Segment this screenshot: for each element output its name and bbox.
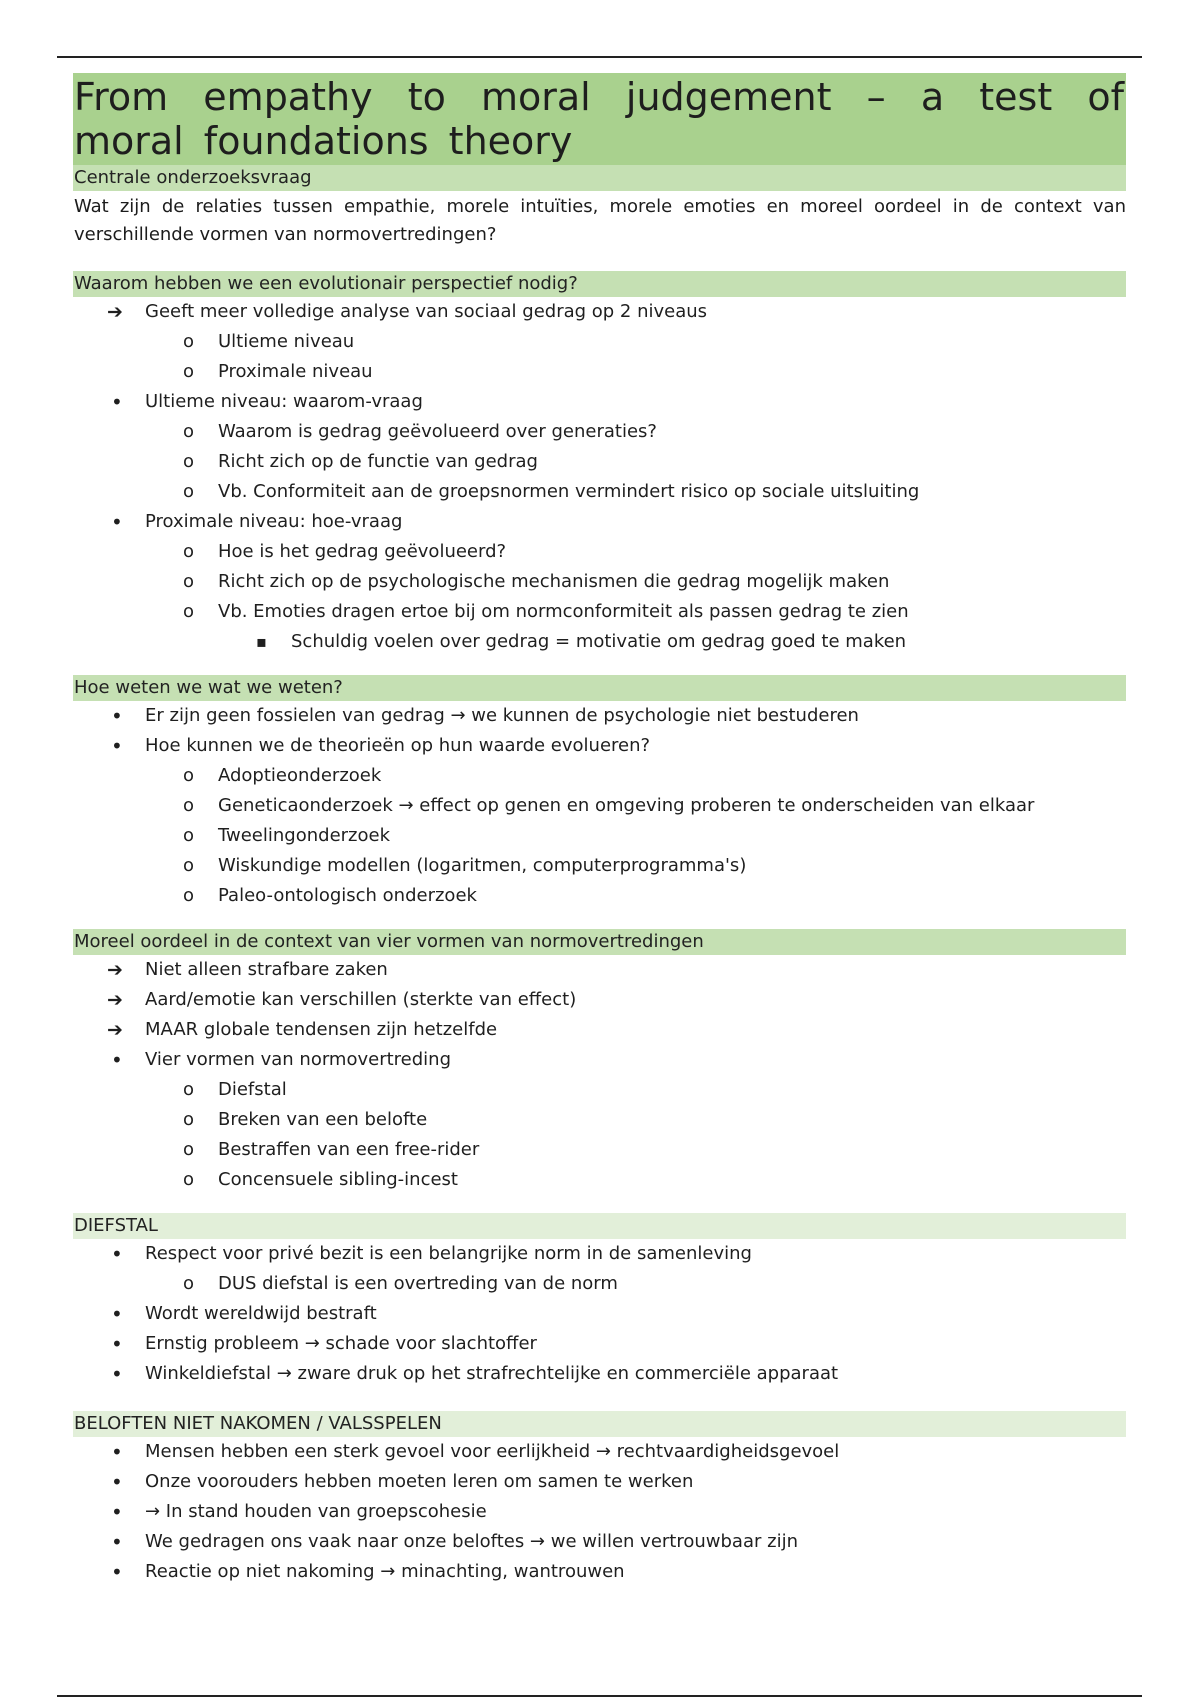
list-item: o Richt zich op de psychologische mechanismen die gedrag mogelijk maken: [73, 567, 1126, 597]
section-heading-centrale-onderzoeksvraag: Centrale onderzoeksvraag: [73, 165, 1126, 191]
dot-bullet-icon: [111, 1527, 123, 1559]
circle-bullet-icon: [183, 881, 194, 911]
circle-bullet-icon: [183, 477, 194, 507]
circle-bullet-icon: [183, 761, 194, 791]
list-item: o Proximale niveau: [73, 357, 1126, 387]
circle-bullet-icon: [183, 417, 194, 447]
circle-bullet-icon: [183, 1165, 194, 1195]
dot-bullet-icon: [111, 1557, 123, 1589]
evolutionary-perspective-list: [73, 297, 1126, 657]
document-title: From empathy to moral judgement – a test of moral foundations theory: [74, 75, 1124, 163]
circle-bullet-icon: [183, 1075, 194, 1105]
list-item: • Respect voor privé bezit is een belangrijke norm in de samenleving: [73, 1239, 1126, 1269]
document-page: [73, 73, 1126, 1587]
list-item: o Paleo-ontologisch onderzoek: [73, 881, 1126, 911]
dot-bullet-icon: [111, 1359, 123, 1391]
list-item: ➔ Aard/emotie kan verschillen (sterkte van effect): [73, 985, 1126, 1015]
list-item: • Vier vormen van normovertreding: [73, 1045, 1126, 1075]
top-rule: [57, 56, 1142, 58]
list-item: • We gedragen ons vaak naar onze beloftes → we willen vertrouwbaar zijn: [73, 1527, 1126, 1557]
research-methods-list: [73, 701, 1126, 911]
arrow-bullet-icon: [111, 1015, 127, 1046]
circle-bullet-icon: [183, 821, 194, 851]
circle-bullet-icon: [183, 1135, 194, 1165]
arrow-bullet-icon: [111, 955, 127, 986]
list-item: o Richt zich op de functie van gedrag: [73, 447, 1126, 477]
circle-bullet-icon: [183, 851, 194, 881]
circle-bullet-icon: [183, 1105, 194, 1135]
list-item: ➔ Niet alleen strafbare zaken: [73, 955, 1126, 985]
circle-bullet-icon: [183, 791, 194, 821]
list-item: ➔ Geeft meer volledige analyse van sociaal gedrag op 2 niveaus: [73, 297, 1126, 327]
section-heading-hoe-weten-we: Hoe weten we wat we weten?: [73, 675, 1126, 701]
dot-bullet-icon: [111, 1045, 123, 1077]
list-item: ➔ MAAR globale tendensen zijn hetzelfde: [73, 1015, 1126, 1045]
list-item: • Mensen hebben een sterk gevoel voor eerlijkheid → rechtvaardigheidsgevoel: [73, 1437, 1126, 1467]
list-item: o Vb. Conformiteit aan de groepsnormen vermindert risico op sociale uitsluiting: [73, 477, 1126, 507]
list-item: o Waarom is gedrag geëvolueerd over generaties?: [73, 417, 1126, 447]
list-item: o Bestraffen van een free-rider: [73, 1135, 1126, 1165]
arrow-bullet-icon: [111, 297, 127, 328]
section-heading-diefstal: DIEFSTAL: [73, 1213, 1126, 1239]
dot-bullet-icon: [111, 387, 123, 419]
list-item: o Breken van een belofte: [73, 1105, 1126, 1135]
list-item: • Winkeldiefstal → zware druk op het strafrechtelijke en commerciële apparaat: [73, 1359, 1126, 1389]
list-item: ▪ Schuldig voelen over gedrag = motivatie om gedrag goed te maken: [73, 627, 1126, 657]
circle-bullet-icon: [183, 357, 194, 387]
section-heading-beloften: BELOFTEN NIET NAKOMEN / VALSSPELEN: [73, 1411, 1126, 1437]
list-item: o Hoe is het gedrag geëvolueerd?: [73, 537, 1126, 567]
dot-bullet-icon: [111, 1239, 123, 1271]
arrow-bullet-icon: [111, 985, 127, 1016]
dot-bullet-icon: [111, 731, 123, 763]
diefstal-list: [73, 1239, 1126, 1389]
list-item: • Onze voorouders hebben moeten leren om samen te werken: [73, 1467, 1126, 1497]
dot-bullet-icon: [111, 507, 123, 539]
square-bullet-icon: [256, 627, 267, 657]
circle-bullet-icon: [183, 447, 194, 477]
list-item: • → In stand houden van groepscohesie: [73, 1497, 1126, 1527]
list-item: • Ernstig probleem → schade voor slachtoffer: [73, 1329, 1126, 1359]
circle-bullet-icon: [183, 567, 194, 597]
list-item: • Wordt wereldwijd bestraft: [73, 1299, 1126, 1329]
list-item: • Reactie op niet nakoming → minachting, wantrouwen: [73, 1557, 1126, 1587]
dot-bullet-icon: [111, 1437, 123, 1469]
list-item: • Proximale niveau: hoe-vraag: [73, 507, 1126, 537]
circle-bullet-icon: [183, 597, 194, 627]
dot-bullet-icon: [111, 1467, 123, 1499]
dot-bullet-icon: [111, 701, 123, 733]
section-heading-evolutionair-perspectief: Waarom hebben we een evolutionair perspectief nodig?: [73, 271, 1126, 297]
list-item: • Ultieme niveau: waarom-vraag: [73, 387, 1126, 417]
list-item: o Wiskundige modellen (logaritmen, computerprogramma's): [73, 851, 1126, 881]
list-item: o Concensuele sibling-incest: [73, 1165, 1126, 1195]
list-item: o Vb. Emoties dragen ertoe bij om normconformiteit als passen gedrag te zien: [73, 597, 1126, 627]
research-question-paragraph: Wat zijn de relaties tussen empathie, morele intuïties, morele emoties en moreel oordeel in de context van verschillende vormen van normovertredingen?: [74, 196, 1126, 245]
list-item: o Geneticaonderzoek → effect op genen en omgeving proberen te onderscheiden van elkaar: [73, 791, 1126, 821]
list-item: o Ultieme niveau: [73, 327, 1126, 357]
list-item: o Tweelingonderzoek: [73, 821, 1126, 851]
section-heading-moreel-oordeel: Moreel oordeel in de context van vier vormen van normovertredingen: [73, 929, 1126, 955]
list-item: o Adoptieonderzoek: [73, 761, 1126, 791]
dot-bullet-icon: [111, 1497, 123, 1529]
list-item: • Er zijn geen fossielen van gedrag → we kunnen de psychologie niet bestuderen: [73, 701, 1126, 731]
dot-bullet-icon: [111, 1329, 123, 1361]
list-item: • Hoe kunnen we de theorieën op hun waarde evolueren?: [73, 731, 1126, 761]
bottom-rule: [57, 1695, 1142, 1697]
norm-violation-list: [73, 955, 1126, 1195]
dot-bullet-icon: [111, 1299, 123, 1331]
list-item: o Diefstal: [73, 1075, 1126, 1105]
circle-bullet-icon: [183, 327, 194, 357]
beloften-list: [73, 1437, 1126, 1587]
circle-bullet-icon: [183, 537, 194, 567]
circle-bullet-icon: [183, 1269, 194, 1299]
list-item: o DUS diefstal is een overtreding van de norm: [73, 1269, 1126, 1299]
